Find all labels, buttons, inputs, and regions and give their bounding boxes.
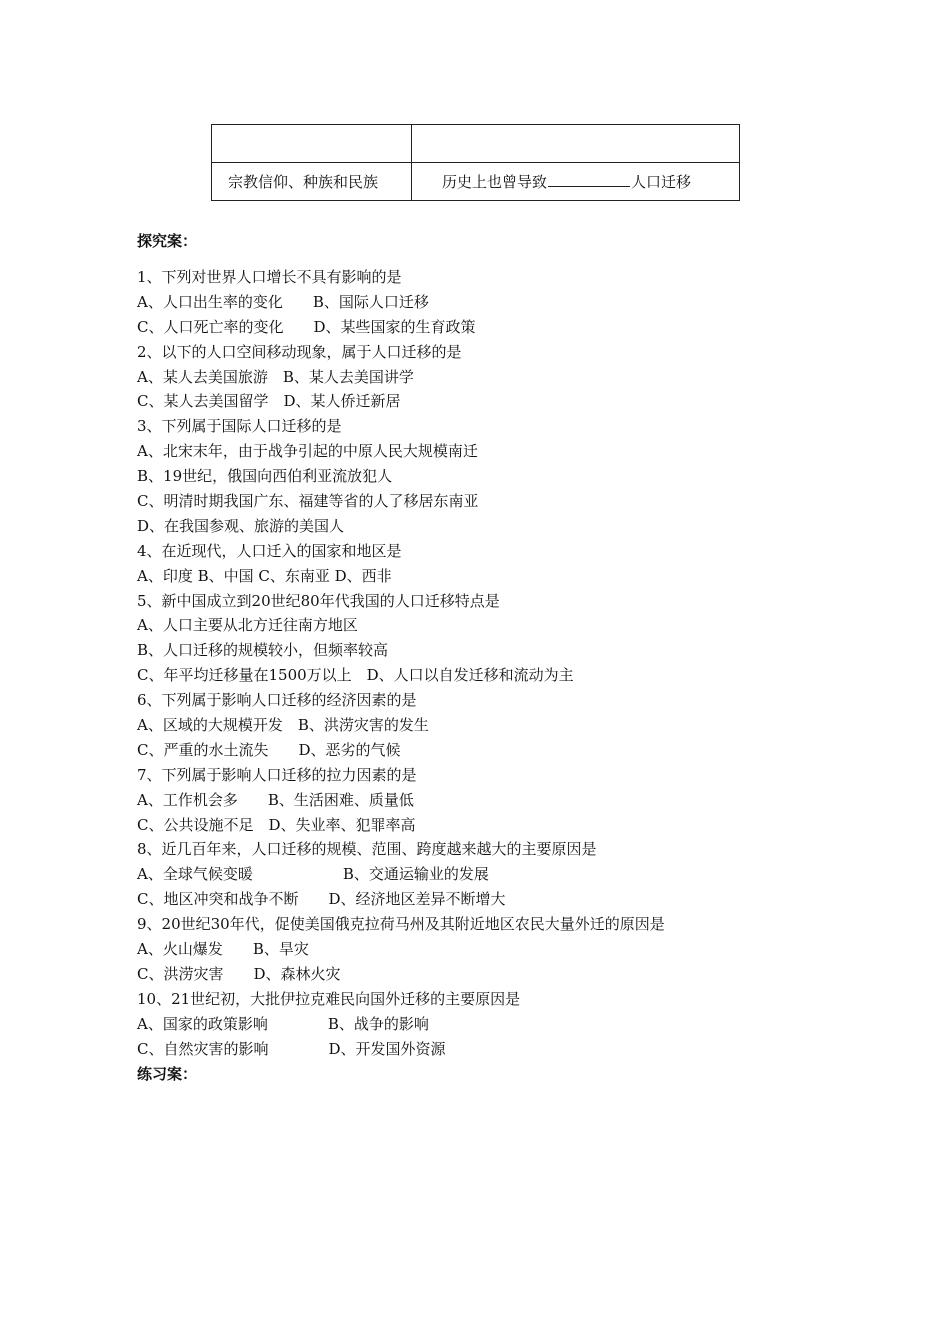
option-line: A、区域的大规模开发 B、洪涝灾害的发生	[137, 716, 429, 735]
option-line: C、严重的水土流失 D、恶劣的气候	[137, 740, 401, 759]
table-row	[212, 125, 740, 163]
table-cell-factor: 宗教信仰、种族和民族	[212, 163, 412, 201]
option-line: B、19世纪，俄国向西伯利亚流放犯人	[137, 467, 393, 486]
question-line: 6、下列属于影响人口迁移的经济因素的是	[137, 691, 417, 710]
option-line: A、工作机会多 B、生活困难、质量低	[137, 790, 414, 809]
fill-in-blank[interactable]	[548, 172, 630, 187]
section-heading-practice: 练习案：	[137, 1065, 198, 1083]
question-line: 2、以下的人口空间移动现象，属于人口迁移的是	[137, 342, 462, 361]
question-line: 1、下列对世界人口增长不具有影响的是	[137, 268, 402, 286]
option-line: A、某人去美国旅游 B、某人去美国讲学	[137, 367, 414, 386]
option-line: C、某人去美国留学 D、某人侨迁新居	[137, 392, 401, 411]
option-line: C、人口死亡率的变化 D、某些国家的生育政策	[137, 317, 476, 336]
option-line: A、全球气候变暖 B、交通运输业的发展	[137, 865, 489, 884]
option-line: A、北宋末年，由于战争引起的中原人民大规模南迁	[137, 442, 478, 461]
question-line: 3、下列属于国际人口迁移的是	[137, 417, 342, 436]
migration-factors-table	[211, 124, 740, 201]
table-cell	[212, 125, 412, 163]
option-line: C、地区冲突和战争不断 D、经济地区差异不断增大	[137, 890, 506, 909]
effect-text-before: 历史上也曾导致	[442, 173, 548, 191]
question-list	[137, 265, 665, 1062]
table-cell-effect	[412, 163, 740, 201]
question-line: 8、近几百年来，人口迁移的规模、范围、跨度越来越大的主要原因是	[137, 840, 597, 859]
option-line: D、在我国参观、旅游的美国人	[137, 516, 345, 535]
option-line: A、人口主要从北方迁往南方地区	[137, 616, 358, 635]
option-line: C、洪涝灾害 D、森林火灾	[137, 964, 341, 983]
table-row	[212, 163, 740, 201]
question-line: 9、20世纪30年代，促使美国俄克拉荷马州及其附近地区农民大量外迁的原因是	[137, 915, 665, 934]
question-line: 10、21世纪初，大批伊拉克难民向国外迁移的主要原因是	[137, 989, 521, 1008]
option-line: A、国家的政策影响 B、战争的影响	[137, 1014, 429, 1033]
question-line: 5、新中国成立到20世纪80年代我国的人口迁移特点是	[137, 591, 500, 610]
section-heading-explore: 探究案：	[137, 232, 198, 250]
option-line: C、年平均迁移量在1500万以上 D、人口以自发迁移和流动为主	[137, 666, 574, 685]
question-line: 7、下列属于影响人口迁移的拉力因素的是	[137, 765, 417, 784]
option-line: C、自然灾害的影响 D、开发国外资源	[137, 1039, 446, 1058]
option-line: A、人口出生率的变化 B、国际人口迁移	[137, 292, 429, 311]
option-line: A、火山爆发 B、旱灾	[137, 940, 309, 959]
option-line: B、人口迁移的规模较小，但频率较高	[137, 641, 389, 660]
option-line: C、公共设施不足 D、失业率、犯罪率高	[137, 815, 416, 834]
option-line: C、明清时期我国广东、福建等省的人了移居东南亚	[137, 492, 479, 511]
table-cell	[412, 125, 740, 163]
effect-text-after: 人口迁移	[631, 173, 692, 191]
question-line: 4、在近现代，人口迁入的国家和地区是	[137, 541, 402, 560]
option-line: A、印度 B、中国 C、东南亚 D、西非	[137, 566, 392, 585]
